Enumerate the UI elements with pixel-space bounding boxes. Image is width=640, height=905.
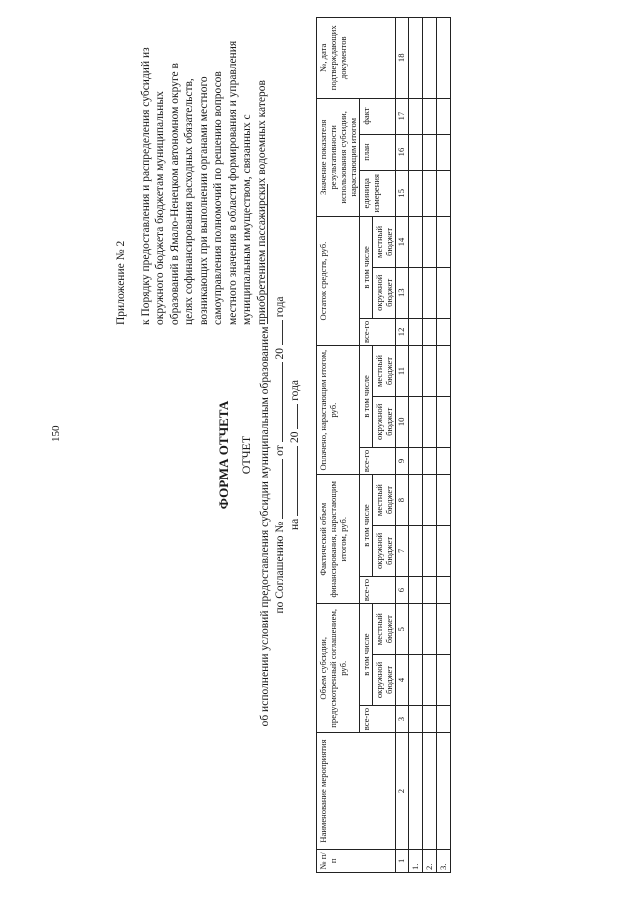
actual-total: все-го [360, 576, 396, 604]
agreement-suffix: года [274, 296, 286, 318]
row-number: 2. [423, 849, 437, 872]
form-title: ФОРМА ОТЧЕТА [216, 400, 231, 510]
indicator-plan: план [360, 134, 396, 170]
column-number: 13 [396, 267, 409, 318]
indicator-fact: факт [360, 98, 396, 134]
period-line [287, 15, 301, 895]
column-number: 3 [396, 705, 409, 733]
period-year-blank [287, 404, 298, 429]
header-docs: №, дата подтверждающих документов [317, 18, 396, 99]
column-number: 6 [396, 576, 409, 604]
row-number: 1. [409, 849, 423, 872]
remainder-district: окружной бюджет [373, 267, 396, 318]
column-numbers-row [396, 18, 409, 873]
column-number: 9 [396, 447, 409, 475]
actual-district: окружной бюджет [373, 526, 396, 577]
appendix-title: Приложение № 2 [115, 240, 127, 325]
header-num: № п/п [317, 849, 396, 872]
remainder-local: местный бюджет [373, 217, 396, 268]
header-subsidy: Объем субсидии, предусмотренный соглашением, руб. [317, 604, 360, 733]
column-number: 2 [396, 733, 409, 849]
column-number: 17 [396, 98, 409, 134]
paid-total: все-го [360, 447, 396, 475]
header-actual: Фактический объем финансирования, нарастающим итогом, руб. [317, 475, 360, 604]
subsidy-local: местный бюджет [373, 604, 396, 655]
agreement-year: 20 [274, 348, 286, 360]
header-remainder: Остаток средств, руб. [317, 217, 360, 346]
agreement-prefix: по Соглашению № [274, 521, 286, 614]
table-row [409, 18, 423, 873]
table-row [437, 18, 451, 873]
agreement-date-blank [272, 362, 283, 442]
period-on: на [289, 518, 301, 531]
column-number: 12 [396, 318, 409, 346]
actual-local: местный бюджет [373, 475, 396, 526]
row-number: 3. [437, 849, 451, 872]
header-indicator: Значение показателя результативности использования субсидии, нарастающим итогом [317, 98, 360, 217]
column-number: 10 [396, 396, 409, 447]
column-number: 4 [396, 655, 409, 706]
report-subtitle [257, 15, 271, 895]
header-paid: Оплачено, нарастающим итогом, руб. [317, 346, 360, 475]
period-date-blank [287, 446, 298, 516]
subsidy-total: все-го [360, 705, 396, 733]
column-number: 18 [396, 18, 409, 99]
agreement-from: от [274, 445, 286, 456]
header-name: Наименование мероприятия [317, 733, 396, 849]
indicator-unit: единица измерения [360, 170, 396, 217]
agreement-number-blank [272, 459, 283, 519]
rotated-page-content [106, 15, 586, 895]
column-number: 1 [396, 849, 409, 872]
report-title: ОТЧЕТ [239, 435, 253, 475]
remainder-total: все-го [360, 318, 396, 346]
report-table [316, 17, 451, 873]
column-number: 14 [396, 217, 409, 268]
paid-district: окружной бюджет [373, 396, 396, 447]
column-number: 16 [396, 134, 409, 170]
column-number: 5 [396, 604, 409, 655]
agreement-line [272, 15, 286, 895]
table-row [423, 18, 437, 873]
subsidy-incl: в том числе [360, 604, 373, 706]
column-number: 7 [396, 526, 409, 577]
paid-incl: в том числе [360, 346, 373, 448]
table-header-row [317, 18, 360, 873]
actual-incl: в том числе [360, 475, 373, 577]
page-number: 150 [50, 425, 62, 442]
agreement-year-blank [272, 320, 283, 345]
column-number: 8 [396, 475, 409, 526]
appendix-text: к Порядку предоставления и распределения субсидий из окружного бюджета бюджетам муниципальных образований в Ямало-Ненецком автономном округе в целях софинансирования расходных обязательств, возникающих при выполнении органами местного самоуправления полномочий по решению вопросов местного значения в области формирования и управления муниципальным имуществом, связанных с приобретением пассажирских водоемных катеров [139, 40, 268, 325]
municipality-blank [257, 184, 268, 324]
column-number: 11 [396, 346, 409, 397]
period-suffix: года [289, 379, 301, 401]
period-year: 20 [289, 431, 301, 444]
subsidy-district: окружной бюджет [373, 655, 396, 706]
report-subtitle-text: об исполнении условий предоставления субсидии муниципальным образованием [259, 326, 271, 727]
column-number: 15 [396, 170, 409, 217]
remainder-incl: в том числе [360, 217, 373, 319]
paid-local: местный бюджет [373, 346, 396, 397]
